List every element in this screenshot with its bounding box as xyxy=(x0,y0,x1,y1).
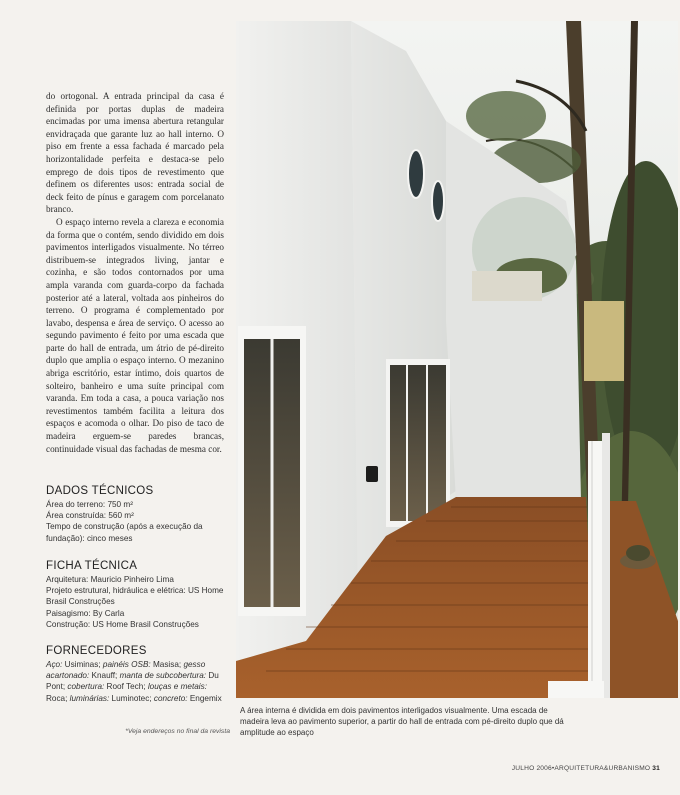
supplier-label: louças e metais: xyxy=(147,682,207,692)
dados-tecnicos-section xyxy=(46,485,226,544)
supplier-value: Usiminas; xyxy=(62,660,103,669)
neighbor-building xyxy=(584,301,624,381)
supplier-value: Roca; xyxy=(46,693,70,703)
wall-lamp xyxy=(366,466,378,482)
body-paragraph: do ortogonal. A entrada principal da casa é definida por portas duplas de madeira encimadas por uma imensa abertura retangular envidraçada que garante luz ao hall interno. O piso em frente a essa fachada é marcado pela horizontalidade perfeita e destaca-se pelo emprego de dois tipos de revestimento que definem os diferentes usos: entrada social de deck feito de pínus e garagem com porcelanato branco. xyxy=(46,91,224,215)
ficha-tecnica-heading: FICHA TÉCNICA xyxy=(46,560,138,572)
dados-tecnicos-heading: DADOS TÉCNICOS xyxy=(46,485,154,497)
ficha-line: Arquitetura: Mauricio Pinheiro Lima xyxy=(46,575,174,584)
supplier-value: Knauff; xyxy=(89,671,120,681)
supplier-value: Roof Tech; xyxy=(104,682,148,692)
fornecedores-list xyxy=(46,659,226,704)
house-photo xyxy=(236,21,678,698)
supplier-label: gesso acartonado: xyxy=(46,660,206,681)
supplier-label: painéis OSB: xyxy=(102,660,151,669)
supplier-label: cobertura: xyxy=(67,682,105,692)
fornecedores-section xyxy=(46,645,226,704)
supplier-label: Aço: xyxy=(46,660,63,669)
porthole-window xyxy=(432,181,444,221)
porthole-window xyxy=(408,150,424,198)
ficha-line: Construção: US Home Brasil Construções xyxy=(46,619,199,629)
supplier-value: Engemix xyxy=(187,693,222,703)
page-number: 31 xyxy=(652,765,660,772)
ficha-line: Projeto estrutural, hidráulica e elétrica: US Home Brasil Construções xyxy=(46,586,224,607)
publication-line: JULHO 2006•ARQUITETURA&URBANISMO xyxy=(511,765,651,772)
dados-line: Área construída: 560 m² xyxy=(46,511,134,521)
footnote: *Veja endereços no final da revista xyxy=(125,728,230,735)
photo-caption: A área interna é dividida em dois pavimentos interligados visualmente. Uma escada de madeira leva ao pavimento superior, a partir do hall de entrada com pé-direito duplo que dá amplitude ao espaço xyxy=(240,706,564,737)
supplier-value: Du Pont; xyxy=(46,671,219,692)
fornecedores-heading: FORNECEDORES xyxy=(46,645,147,657)
supplier-value: Luminotec; xyxy=(109,693,154,703)
supplier-label: manta de subcobertura: xyxy=(119,671,207,681)
supplier-value: Masisa; xyxy=(150,660,184,669)
body-paragraph: O espaço interno revela a clareza e economia da forma que o contém, sendo dividido em dois pavimentos interligados visualmente. No térreo distribuem-se integrados living, jantar e cozinha, e são todos contornados por uma ampla varanda com guarda-corpo da fachada posterior até a lateral, voltada aos pinheiros do terreno. O programa é complementado por lavabo, despensa e área de serviço. O acesso ao segundo pavimento é feito por uma escada que parte do hall de entrada, um átrio de pé-direito duplo que amplia o espaço interno. O mezanino abriga escritório, estar íntimo, dois quartos de solteiro, banheiro e uma suíte principal com varanda. Em toda a casa, a pouca variação nos revestimentos também facilita a leitura dos espaços e acomoda o olhar. Do piso de taco de madeira erguem-se paredes brancas, continuidade visual das fachadas de mesma cor. xyxy=(46,216,224,454)
page-footer xyxy=(512,765,660,772)
article-body xyxy=(46,90,224,455)
supplier-label: concreto: xyxy=(153,693,188,703)
ficha-tecnica-section xyxy=(46,560,226,630)
dados-line: Tempo de construção (após a execução da fundação): cinco meses xyxy=(46,522,203,543)
dados-line: Área do terreno: 750 m² xyxy=(46,500,133,509)
ficha-line: Paisagismo: By Carla xyxy=(46,608,125,618)
supplier-label: luminárias: xyxy=(69,693,110,703)
